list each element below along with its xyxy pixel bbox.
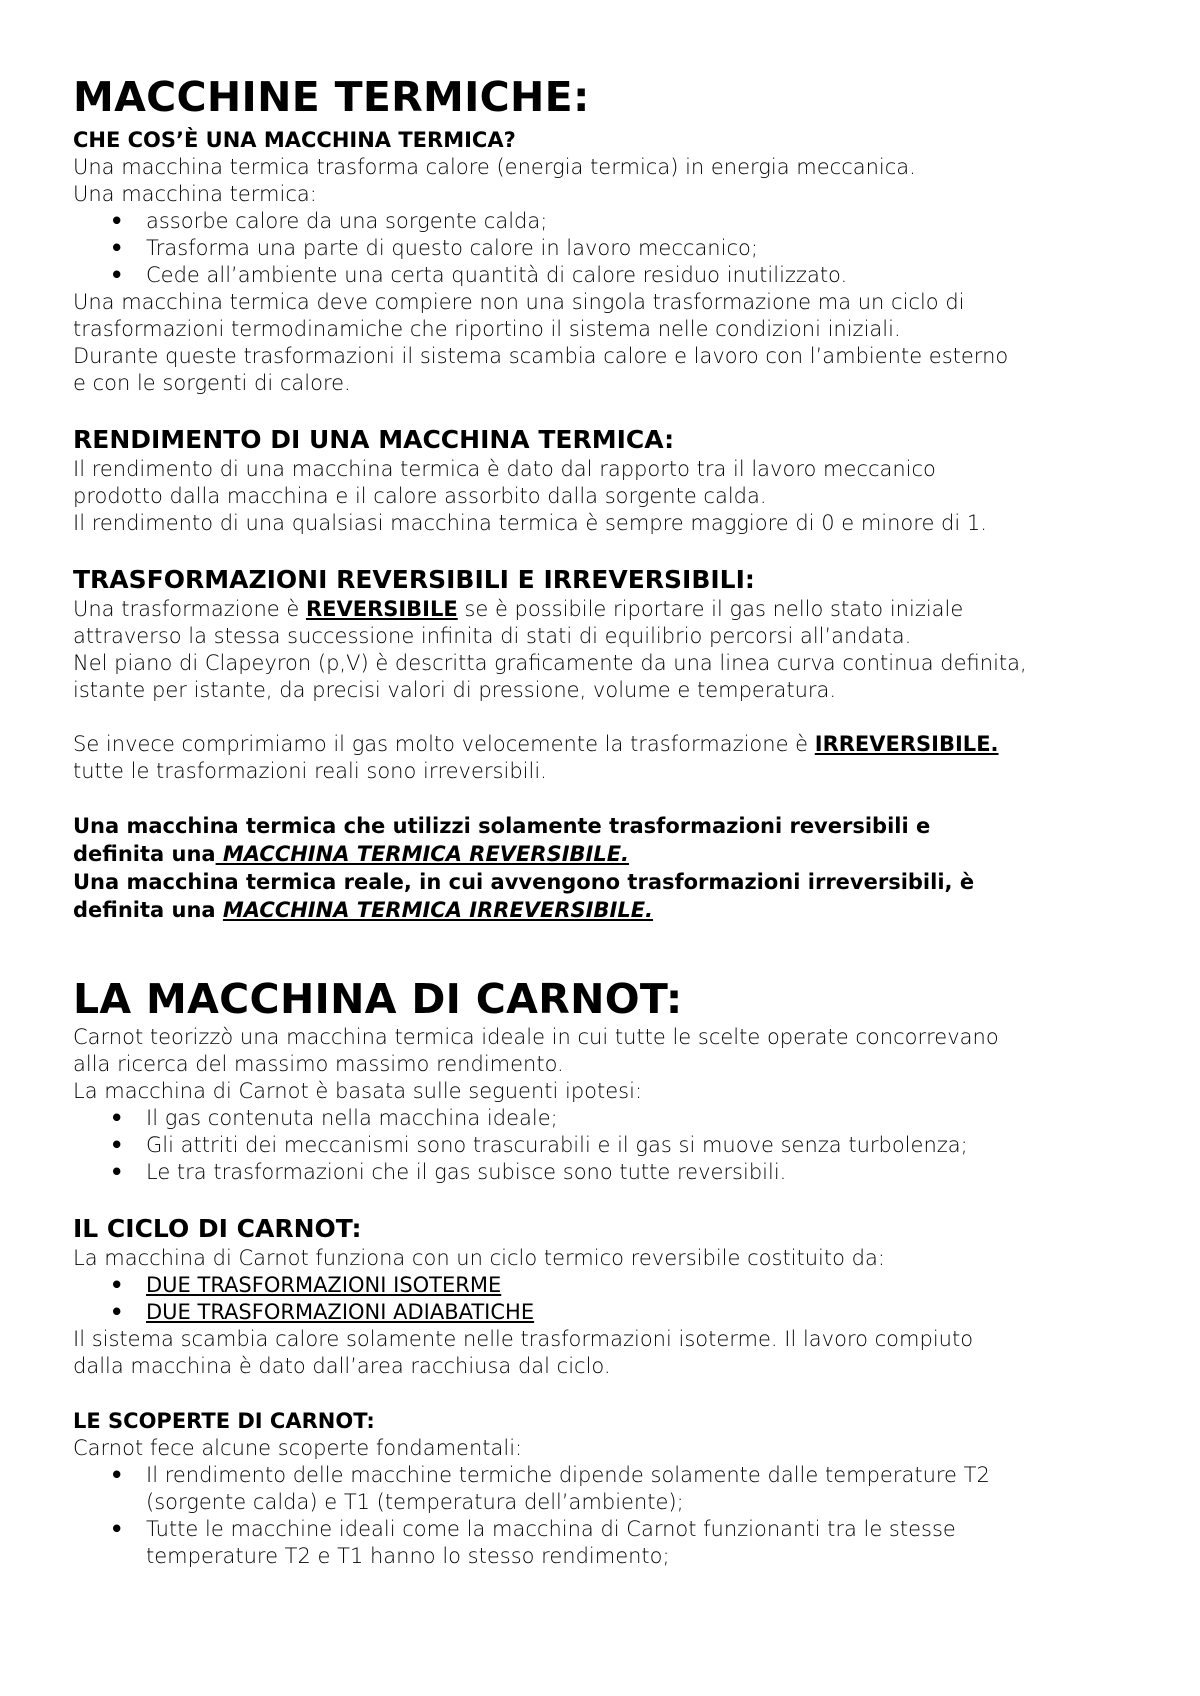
paragraph-line: trasformazioni termodinamiche che riportino il sistema nelle condizioni iniziali. [73, 317, 901, 341]
paragraph-line: La macchina di Carnot è basata sulle seguenti ipotesi: [73, 1079, 643, 1103]
paragraph-line: alla ricerca del massimo massimo rendimento. [73, 1052, 564, 1076]
keyword-irreversibile: IRREVERSIBILE. [814, 732, 999, 756]
list-item: • Il gas contenuta nella macchina ideale; [146, 1105, 1130, 1132]
subheading-che-cos-e: CHE COS’È UNA MACCHINA TERMICA? [73, 128, 516, 152]
paragraph-line: dalla macchina è dato dall’area racchiusa dal ciclo. [73, 1354, 611, 1378]
bullet-list [73, 1272, 1130, 1326]
list-item: • Le tra trasformazioni che il gas subisce sono tutte reversibili. [146, 1159, 1130, 1186]
bold-line: Una macchina termica che utilizzi solamente trasformazioni reversibili e [73, 814, 931, 838]
paragraph-line: Carnot fece alcune scoperte fondamentali: [73, 1436, 523, 1460]
paragraph: Una macchina termica: [73, 182, 317, 206]
paragraph-line: e con le sorgenti di calore. [73, 371, 351, 395]
text-span: definita una [73, 898, 223, 922]
list-item: • DUE TRASFORMAZIONI ISOTERME [146, 1272, 1130, 1299]
keyword-macchina-irreversibile: MACCHINA TERMICA IRREVERSIBILE. [222, 898, 654, 922]
spacer [73, 785, 1130, 812]
paragraph-line: La macchina di Carnot funziona con un ciclo termico reversibile costituito da: [73, 1246, 885, 1270]
paragraph-line: Carnot teorizzò una macchina termica ideale in cui tutte le scelte operate concorrevano [73, 1025, 999, 1049]
keyword-macchina-reversibile: MACCHINA TERMICA REVERSIBILE. [215, 842, 630, 866]
text-span: Il rendimento delle macchine termiche dipende solamente dalle temperature T2 [146, 1463, 990, 1487]
bullet-list [73, 1462, 1130, 1570]
spacer [73, 704, 1130, 731]
keyword-reversibile: REVERSIBILE [305, 597, 458, 621]
bold-definitions [73, 812, 1130, 924]
paragraph-line: istante per istante, da precisi valori di pressione, volume e temperatura. [73, 678, 837, 702]
paragraph-line: Il rendimento di una macchina termica è dato dal rapporto tra il lavoro meccanico [73, 457, 936, 481]
text-span: temperature T2 e T1 hanno lo stesso rendimento; [146, 1544, 670, 1568]
paragraph-line [73, 731, 1130, 758]
text-span: Tutte le macchine ideali come la macchina di Carnot funzionanti tra le stesse [146, 1517, 956, 1541]
text-span: definita una [73, 842, 216, 866]
heading-trasformazioni: TRASFORMAZIONI REVERSIBILI E IRREVERSIBILI: [73, 565, 755, 594]
bold-line [73, 896, 1130, 924]
list-item [146, 1516, 1130, 1570]
heading-ciclo-di-carnot: IL CICLO DI CARNOT: [73, 1214, 362, 1243]
spacer [73, 1380, 1130, 1407]
paragraph-line: Il sistema scambia calore solamente nelle trasformazioni isoterme. Il lavoro compiuto [73, 1327, 974, 1351]
text-span: Una trasformazione è [73, 597, 306, 621]
list-item: • assorbe calore da una sorgente calda; [146, 208, 1130, 235]
spacer [73, 924, 1130, 974]
spacer [73, 397, 1130, 424]
list-item: • Cede all’ambiente una certa quantità di calore residuo inutilizzato. [146, 262, 1130, 289]
heading-rendimento: RENDIMENTO DI UNA MACCHINA TERMICA: [73, 425, 675, 454]
bullet-list [73, 208, 1130, 289]
paragraph-line: Durante queste trasformazioni il sistema scambia calore e lavoro con l’ambiente esterno [73, 344, 1009, 368]
list-item: • Trasforma una parte di questo calore in lavoro meccanico; [146, 235, 1130, 262]
paragraph-line: attraverso la stessa successione infinita di stati di equilibrio percorsi all’andata. [73, 624, 912, 648]
paragraph-line: Nel piano di Clapeyron (p,V) è descritta graficamente da una linea curva continua definita, [73, 651, 1027, 675]
paragraph-line [73, 596, 1130, 623]
list-item: • Gli attriti dei meccanismi sono trascurabili e il gas si muove senza turbolenza; [146, 1132, 1130, 1159]
heading-scoperte-di-carnot: LE SCOPERTE DI CARNOT: [73, 1409, 375, 1433]
list-item: • DUE TRASFORMAZIONI ADIABATICHE [146, 1299, 1130, 1326]
bullet-list [73, 1105, 1130, 1186]
bold-line: Una macchina termica reale, in cui avvengono trasformazioni irreversibili, è [73, 870, 975, 894]
text-span: se è possibile riportare il gas nello stato iniziale [457, 597, 964, 621]
heading-macchine-termiche: MACCHINE TERMICHE: [73, 73, 590, 121]
paragraph: Una macchina termica trasforma calore (energia termica) in energia meccanica. [73, 155, 916, 179]
list-item [146, 1462, 1130, 1516]
bold-line [73, 840, 1130, 868]
heading-macchina-di-carnot: LA MACCHINA DI CARNOT: [73, 975, 683, 1023]
paragraph-line: tutte le trasformazioni reali sono irreversibili. [73, 759, 547, 783]
paragraph-line: prodotto dalla macchina e il calore assorbito dalla sorgente calda. [73, 484, 767, 508]
spacer [73, 537, 1130, 564]
text-span: (sorgente calda) e T1 (temperatura dell’ambiente); [146, 1490, 684, 1514]
paragraph-line: Una macchina termica deve compiere non una singola trasformazione ma un ciclo di [73, 290, 965, 314]
paragraph-line: Il rendimento di una qualsiasi macchina termica è sempre maggiore di 0 e minore di 1. [73, 511, 987, 535]
spacer [73, 1186, 1130, 1213]
text-span: Se invece comprimiamo il gas molto velocemente la trasformazione è [73, 732, 815, 756]
